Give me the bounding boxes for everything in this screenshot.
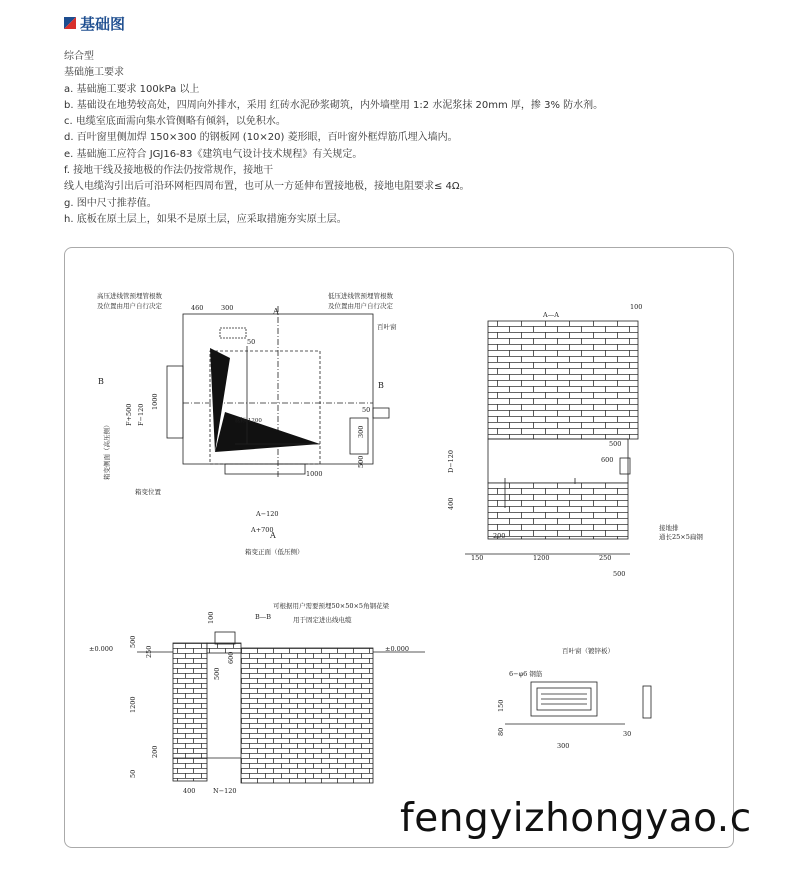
louver-dim-80: 80 <box>497 727 505 736</box>
dim-a-120: A−120 <box>256 510 279 518</box>
note-line: 线人电缆沟引出后可沿环网柜四周布置，也可从一方延伸布置接地极，接地电阻要求≤ 4Ω。 <box>64 181 470 193</box>
section-aa <box>465 321 638 554</box>
bb-dim-500a: 500 <box>213 667 221 680</box>
louver-title: 百叶窗（镀锌板） <box>562 647 614 655</box>
box-position-label: 箱变位置 <box>135 488 161 496</box>
bb-dim-100: 100 <box>207 611 215 624</box>
note-line: a. 基础施工要求 100kPa 以上 <box>64 83 200 95</box>
note-line: d. 百叶窗里侧加焊 150×300 的钢板网 (10×20) 菱形眼，百叶窗外框焊筋爪埋入墙内。 <box>64 132 458 144</box>
hv-note-2: 及位置由用户自行决定 <box>97 302 162 310</box>
section-b-right: B <box>378 381 384 390</box>
aa-title: A—A <box>543 311 559 319</box>
aa-dim-500b: 500 <box>613 570 626 578</box>
aa-dim-200: 200 <box>493 532 506 540</box>
bb-dim-50: 50 <box>129 769 137 778</box>
aa-dim-250: 250 <box>599 554 612 562</box>
section-bb <box>137 632 425 783</box>
construction-notes <box>64 49 784 228</box>
note-line: g. 图中尺寸推荐值。 <box>64 197 157 209</box>
louver-detail <box>505 682 651 724</box>
drawing-panel <box>64 247 734 848</box>
note-line: f. 接地干线及接地极的作法仍按常规作，接地干 <box>64 165 274 177</box>
dim-50-top: 50 <box>247 338 256 346</box>
dim-f-500: F+500 <box>125 403 133 426</box>
note-line: c. 电缆室底面需向集水管侧略有倾斜，以免积水。 <box>64 116 286 128</box>
bottom-level-label: 底标-1200 <box>235 418 262 424</box>
dim-50-right: 50 <box>362 406 371 414</box>
level-right: ±0.000 <box>385 645 410 653</box>
page-title-text: 基础图 <box>80 15 126 33</box>
louver-dim-300: 300 <box>557 742 570 750</box>
dim-300: 300 <box>221 304 234 312</box>
aa-dim-500: 500 <box>609 440 622 448</box>
hv-side-label: 箱变侧面（高压侧） <box>103 421 111 480</box>
foundation-drawing <box>65 248 733 847</box>
louver-label: 百叶窗 <box>377 323 397 331</box>
dim-a-700: A+700 <box>251 526 274 534</box>
note-line: b. 基础设在地势较高处，四周向外排水，采用 红砖水泥砂浆砌筑，内外墙壁用 1:2 水泥浆抹 20mm 厚，掺 3% 防水剂。 <box>64 99 604 111</box>
section-a-bottom: A <box>270 531 276 540</box>
aa-dim-d-120: D−120 <box>447 449 455 473</box>
bb-dim-1200: 1200 <box>129 696 137 713</box>
bb-dim-250: 250 <box>145 645 153 658</box>
section-a-top: A <box>273 307 279 316</box>
lv-note-2: 及位置由用户自行决定 <box>328 302 393 310</box>
steel-label: 通长25×5扁钢 <box>659 533 703 541</box>
note-line: e. 基础施工应符合 JGJ16-83《建筑电气设计技术规程》有关规定。 <box>64 148 363 160</box>
aa-dim-400: 400 <box>447 497 455 510</box>
louver-dim-30: 30 <box>623 730 632 738</box>
bb-dim-600: 600 <box>227 651 235 664</box>
aa-dim-600: 600 <box>601 456 614 464</box>
bb-dim-200: 200 <box>151 745 159 758</box>
watermark: fengyizhongyao.c <box>400 796 752 841</box>
note-line: 综合型 <box>64 51 94 62</box>
title-flag-icon <box>64 17 76 29</box>
bb-note-1: 可根据用户需要预埋50×50×5角钢花梁 <box>273 602 390 610</box>
bb-title: B—B <box>255 613 272 621</box>
hv-note-1: 高压进线管预埋管根数 <box>97 292 162 300</box>
dim-1000-v: 1000 <box>151 393 159 410</box>
dim-1000-h: 1000 <box>306 470 323 478</box>
note-line: h. 底板在原土层上，如果不是原土层，应采取措施夯实原土层。 <box>64 213 347 225</box>
note-line: 基础施工要求 <box>64 67 124 79</box>
plan-view <box>167 306 389 478</box>
dim-500-v: 500 <box>357 455 365 468</box>
aa-dim-1200: 1200 <box>533 554 550 562</box>
plan-labels <box>97 291 397 556</box>
louver-detail-labels <box>497 646 631 750</box>
front-lv-label: 箱变正面（低压侧） <box>245 548 304 556</box>
dim-300-v: 300 <box>357 425 365 438</box>
bb-dim-400: 400 <box>183 787 196 795</box>
level-left: ±0.000 <box>89 645 114 653</box>
aa-dim-100: 100 <box>630 303 643 311</box>
section-b-left: B <box>98 377 104 386</box>
ground-bar-label: 接地排 <box>659 524 679 532</box>
lv-note-1: 低压进线管预埋管根数 <box>328 292 393 300</box>
louver-bars: 6−φ6 钢筋 <box>509 670 543 678</box>
dim-460: 460 <box>191 304 204 312</box>
bb-dim-500b: 500 <box>129 635 137 648</box>
bb-dim-n-120: N−120 <box>213 787 237 795</box>
bb-note-2: 用于固定进出线电缆 <box>293 616 352 624</box>
dim-f-120: F−120 <box>137 403 145 426</box>
louver-dim-150: 150 <box>497 699 505 712</box>
aa-dim-150: 150 <box>471 554 484 562</box>
